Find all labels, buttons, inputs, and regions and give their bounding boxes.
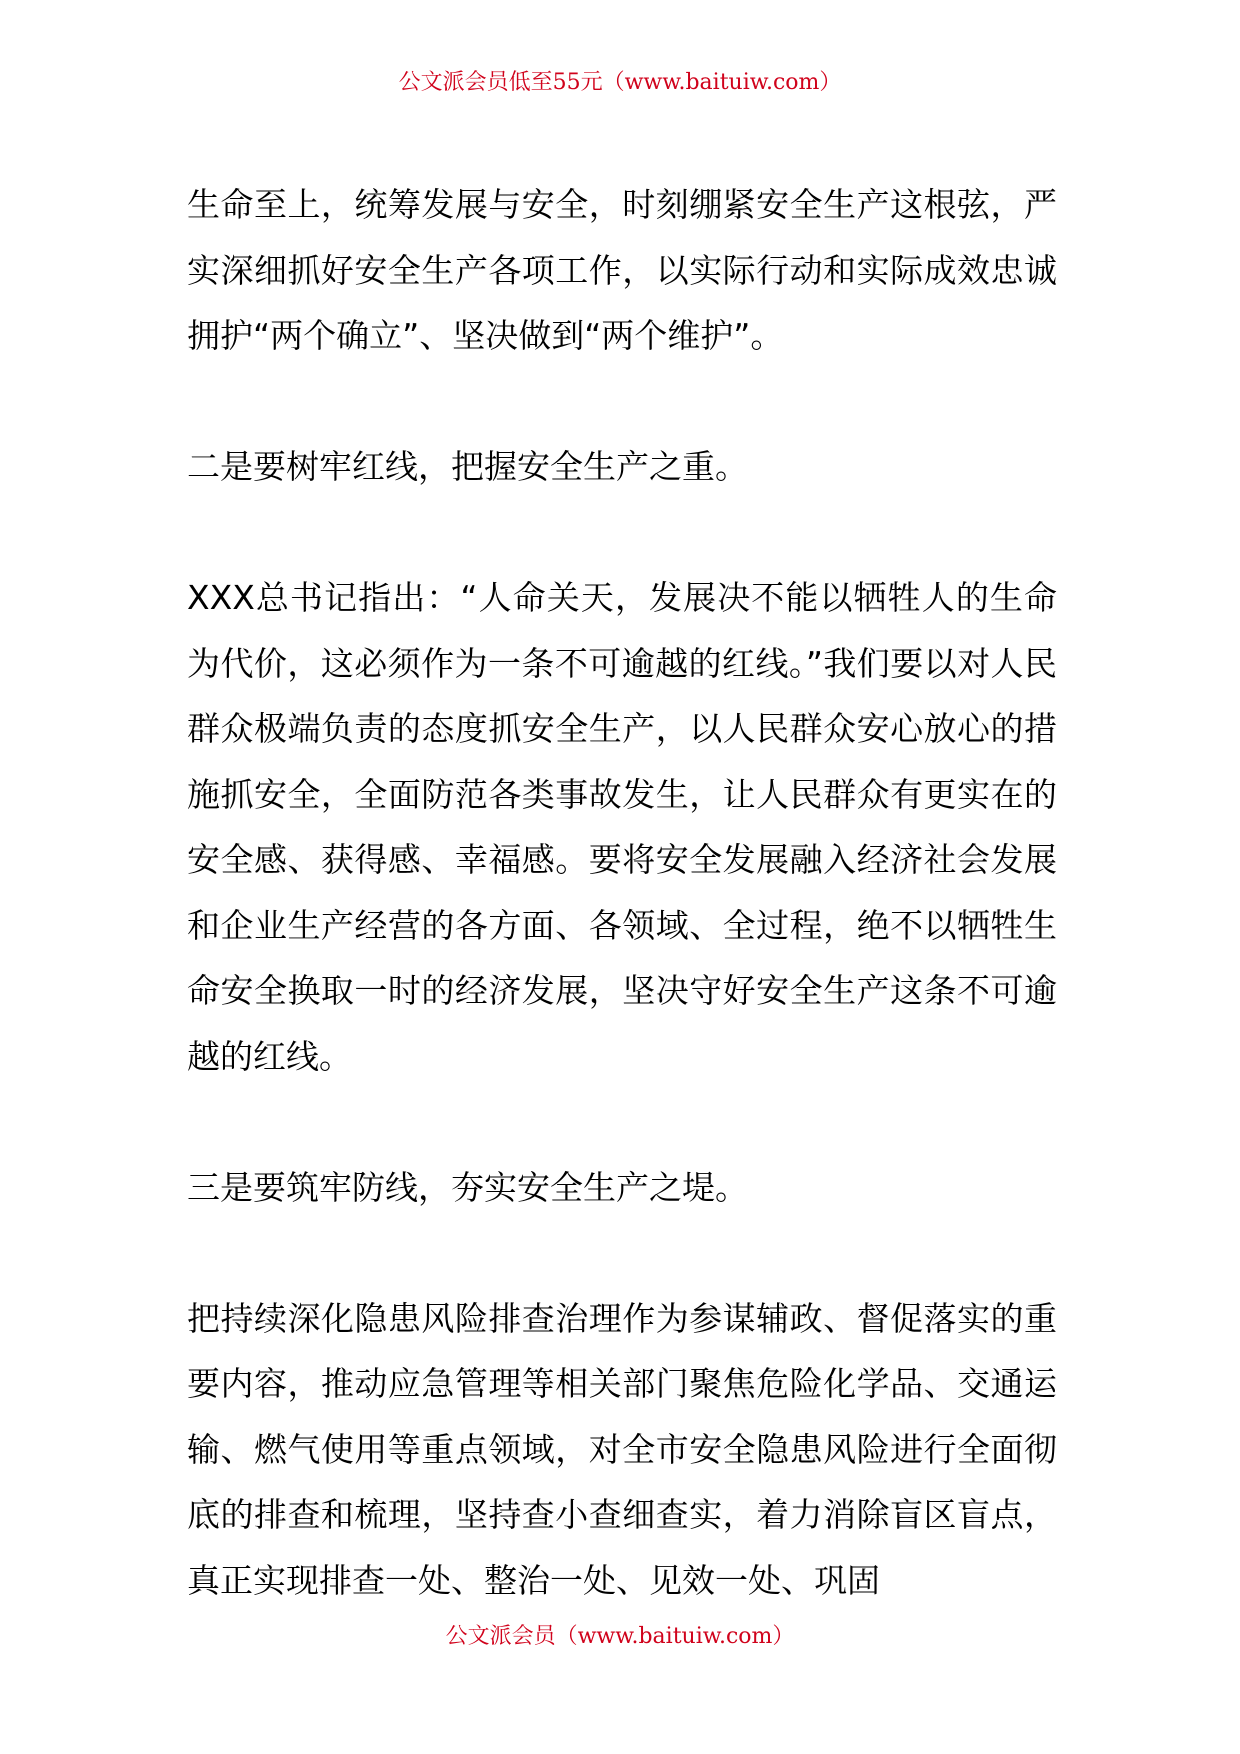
paragraph-spacer (187, 500, 1057, 566)
paragraph-1: 生命至上，统筹发展与安全，时刻绷紧安全生产这根弦，严实深细抓好安全生产各项工作，以实际行动和实际成效忠诚拥护“两个确立”、坚决做到“两个维护”。 (187, 185, 1057, 355)
paragraph-spacer (187, 1089, 1057, 1155)
paragraph-spacer (187, 369, 1057, 435)
page-header-watermark: 公文派会员低至55元（www.baituiw.com） (398, 70, 842, 95)
paragraph-2: XXX总书记指出：“人命关天，发展决不能以牺牲人的生命为代价，这必须作为一条不可逾越的红线。”我们要以对人民群众极端负责的态度抓安全生产，以人民群众安心放心的措施抓安全，全面防范各类事故发生，让人民群众有更实在的安全感、获得感、幸福感。要将安全发展融入经济社会发展和企业生产经营的各方面、各领域、全过程，绝不以牺牲生命安全换取一时的经济发展，坚决守好安全生产这条不可逾越的红线。 (187, 578, 1057, 1076)
section-heading-3: 三是要筑牢防线，夯实安全生产之堤。 (187, 1167, 748, 1207)
paragraph-3: 把持续深化隐患风险排查治理作为参谋辅政、督促落实的重要内容，推动应急管理等相关部门聚焦危险化学品、交通运输、燃气使用等重点领域，对全市安全隐患风险进行全面彻底的排查和梳理，坚持查小查细查实，着力消除盲区盲点，真正实现排查一处、整治一处、见效一处、巩固 (187, 1298, 1057, 1600)
paragraph-spacer (187, 1220, 1057, 1286)
section-heading-2: 二是要树牢红线，把握安全生产之重。 (187, 447, 748, 486)
document-body (187, 172, 1057, 1613)
page-footer-watermark: 公文派会员（www.baituiw.com） (445, 1624, 795, 1649)
